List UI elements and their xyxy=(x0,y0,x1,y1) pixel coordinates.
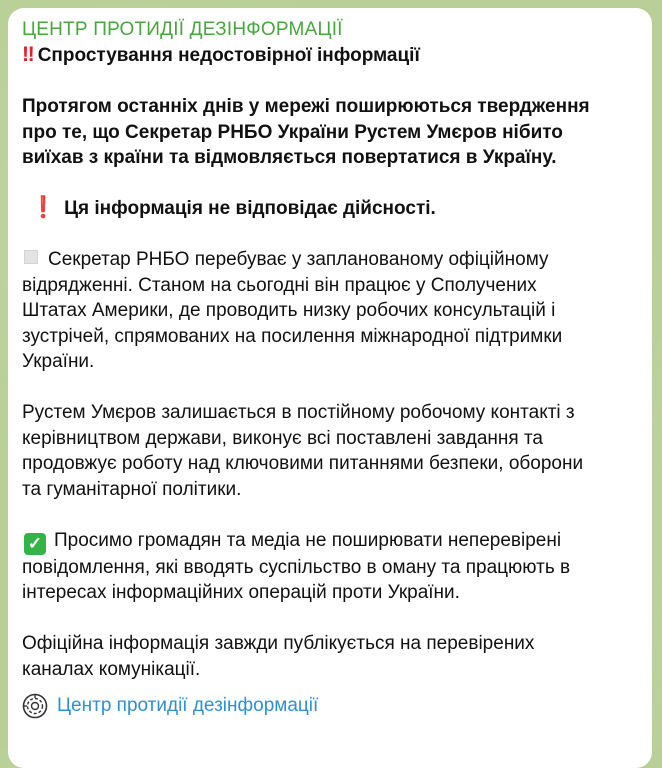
verdict-line xyxy=(22,196,638,222)
paragraph1-line: зустрічей, спрямованих на посилення міжнародної підтримки xyxy=(22,325,563,347)
paragraph2-line: продовжує роботу над ключовими питаннями безпеки, оборони xyxy=(22,453,584,474)
message-bubble xyxy=(8,8,652,768)
paragraph1-line: України. xyxy=(22,351,95,372)
claim-line: Протягом останніх днів у мережі поширюються твердження xyxy=(22,96,590,117)
appeal-line xyxy=(22,528,638,555)
cpd-logo-icon xyxy=(22,693,48,719)
footer-signature xyxy=(22,691,638,721)
paragraph2-line: керівництвом держави, виконує всі поставлені завдання та xyxy=(22,427,543,449)
claim-line: виїхав з країни та відмовляється повертатися в Україну. xyxy=(22,147,557,168)
paragraph1-line xyxy=(22,247,638,273)
appeal-text: Просимо громадян та медіа не поширювати неперевірені xyxy=(54,529,562,551)
closing-line: каналах комунікації. xyxy=(22,658,201,680)
channel-name[interactable]: ЦЕНТР ПРОТИДІЇ ДЕЗІНФОРМАЦІЇ xyxy=(22,19,343,40)
paragraph1-line: Штатах Америки, де проводить низку робочих консультацій і xyxy=(22,300,556,321)
message-heading xyxy=(22,43,638,69)
exclamation-icon: ❗ xyxy=(30,196,57,219)
appeal-line: інтересах інформаційних операцій проти України. xyxy=(22,582,460,603)
appeal-line: повідомлення, які вводять суспільство в оману та працюють в xyxy=(22,556,571,578)
check-mark-icon: ✓ xyxy=(24,533,46,555)
channel-link[interactable]: Центр протидії дезінформації xyxy=(57,695,319,716)
paragraph2-line: Рустем Умєров залишається в постійному робочому контакті з xyxy=(22,402,575,423)
paragraph1-line: відрядженні. Станом на сьогодні він працює у Сполучених xyxy=(22,274,537,296)
heading-text: Спростування недостовірної інформації xyxy=(37,45,420,66)
paragraph1-text: Секретар РНБО перебуває у запланованому офіційному xyxy=(48,249,549,270)
white-square-icon xyxy=(24,250,38,264)
claim-line: про те, що Секретар РНБО України Рустем Умєров нібито xyxy=(22,121,563,143)
double-exclamation-icon: ‼ xyxy=(22,43,32,66)
verdict-text: Ця інформація не відповідає дійсності. xyxy=(64,198,436,219)
paragraph2-line: та гуманітарної політики. xyxy=(22,478,242,500)
closing-line: Офіційна інформація завжди публікується на перевірених xyxy=(22,633,535,654)
